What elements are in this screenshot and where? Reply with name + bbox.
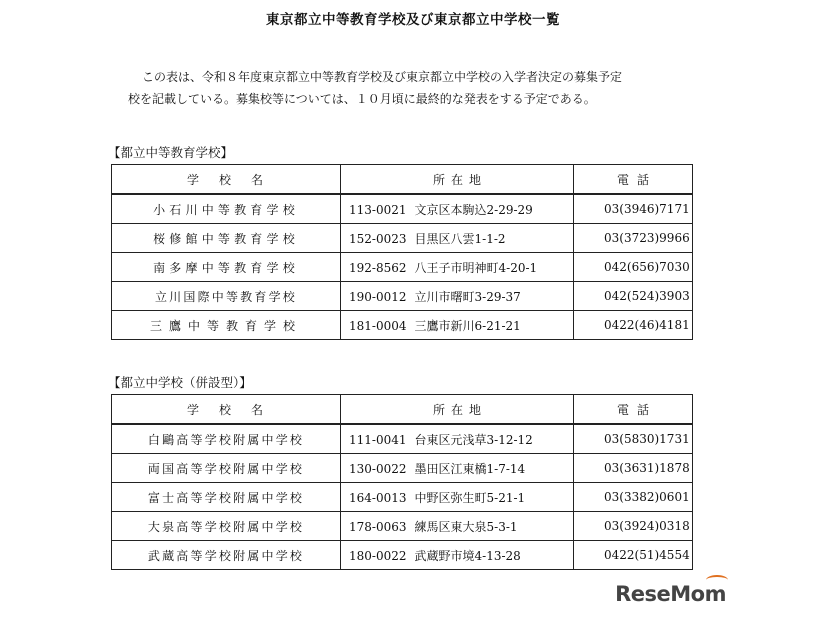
school-name: 立川国際中等教育学校	[112, 282, 341, 311]
intro-paragraph	[128, 66, 728, 110]
header-phone: 電話	[574, 395, 693, 425]
school-location	[341, 224, 574, 253]
section-title-secondary-schools: 【都立中等教育学校】	[108, 145, 234, 160]
school-location	[341, 282, 574, 311]
address: 練馬区東大泉5-3-1	[414, 519, 518, 534]
address: 中野区弥生町5-21-1	[414, 490, 526, 505]
school-name: 大泉高等学校附属中学校	[112, 512, 341, 541]
header-location: 所在地	[341, 395, 574, 425]
school-phone: 03(3924)0318	[574, 512, 693, 541]
table-header-row	[112, 165, 693, 195]
postal-code: 192-8562	[349, 260, 407, 275]
postal-code: 152-0023	[349, 231, 407, 246]
table-row	[112, 282, 693, 311]
school-phone: 0422(51)4554	[574, 541, 693, 570]
page-title: 東京都立中等教育学校及び東京都立中学校一覧	[266, 12, 560, 28]
table-row	[112, 512, 693, 541]
logo-text-mom	[670, 582, 726, 606]
header-school-name: 学校名	[112, 165, 341, 195]
school-name: 武蔵高等学校附属中学校	[112, 541, 341, 570]
school-name: 三鷹中等教育学校	[112, 311, 341, 340]
school-phone: 03(5830)1731	[574, 424, 693, 454]
school-phone: 03(3946)7171	[574, 194, 693, 224]
school-location	[341, 541, 574, 570]
postal-code: 190-0012	[349, 289, 407, 304]
school-location	[341, 253, 574, 282]
address: 目黒区八雲1-1-2	[414, 231, 506, 246]
postal-code: 164-0013	[349, 490, 407, 505]
intro-line-1: この表は、令和８年度東京都立中等教育学校及び東京都立中学校の入学者決定の募集予定	[142, 70, 623, 84]
school-location	[341, 194, 574, 224]
table-row	[112, 224, 693, 253]
address: 武蔵野市境4-13-28	[414, 548, 521, 563]
intro-line-2: 校を記載している。募集校等については、１０月頃に最終的な発表をする予定である。	[128, 92, 596, 106]
school-phone: 03(3723)9966	[574, 224, 693, 253]
section-title-junior-high-schools: 【都立中学校（併設型）】	[108, 375, 252, 390]
table-row	[112, 194, 693, 224]
postal-code: 178-0063	[349, 519, 407, 534]
table-header-row	[112, 395, 693, 425]
postal-code: 181-0004	[349, 318, 407, 333]
school-name: 桜修館中等教育学校	[112, 224, 341, 253]
header-phone: 電話	[574, 165, 693, 195]
school-phone: 03(3382)0601	[574, 483, 693, 512]
address: 文京区本駒込2-29-29	[414, 202, 533, 217]
logo-swoosh-icon	[706, 575, 728, 585]
school-phone: 0422(46)4181	[574, 311, 693, 340]
school-location	[341, 512, 574, 541]
header-location: 所在地	[341, 165, 574, 195]
school-name: 富士高等学校附属中学校	[112, 483, 341, 512]
table-row	[112, 253, 693, 282]
address: 立川市曙町3-29-37	[414, 289, 521, 304]
school-name: 南多摩中等教育学校	[112, 253, 341, 282]
address: 墨田区江東橋1-7-14	[414, 461, 526, 476]
school-name: 白鷗高等学校附属中学校	[112, 424, 341, 454]
junior-high-schools-table	[111, 394, 693, 570]
school-location	[341, 454, 574, 483]
postal-code: 111-0041	[349, 432, 407, 447]
school-location	[341, 311, 574, 340]
table-row	[112, 541, 693, 570]
logo-text-rese: Rese	[615, 582, 671, 606]
school-name: 小石川中等教育学校	[112, 194, 341, 224]
address: 台東区元浅草3-12-12	[414, 432, 533, 447]
address: 八王子市明神町4-20-1	[414, 260, 538, 275]
table-row	[112, 454, 693, 483]
table-row	[112, 424, 693, 454]
postal-code: 130-0022	[349, 461, 407, 476]
school-location	[341, 424, 574, 454]
postal-code: 180-0022	[349, 548, 407, 563]
logo-text-mom-label: Mom	[670, 582, 726, 606]
table-row	[112, 311, 693, 340]
school-phone: 042(524)3903	[574, 282, 693, 311]
school-name: 両国高等学校附属中学校	[112, 454, 341, 483]
postal-code: 113-0021	[349, 202, 407, 217]
secondary-schools-table	[111, 164, 693, 340]
address: 三鷹市新川6-21-21	[414, 318, 521, 333]
header-school-name: 学校名	[112, 395, 341, 425]
school-location	[341, 483, 574, 512]
school-phone: 042(656)7030	[574, 253, 693, 282]
school-phone: 03(3631)1878	[574, 454, 693, 483]
resemom-logo	[615, 582, 726, 606]
table-row	[112, 483, 693, 512]
